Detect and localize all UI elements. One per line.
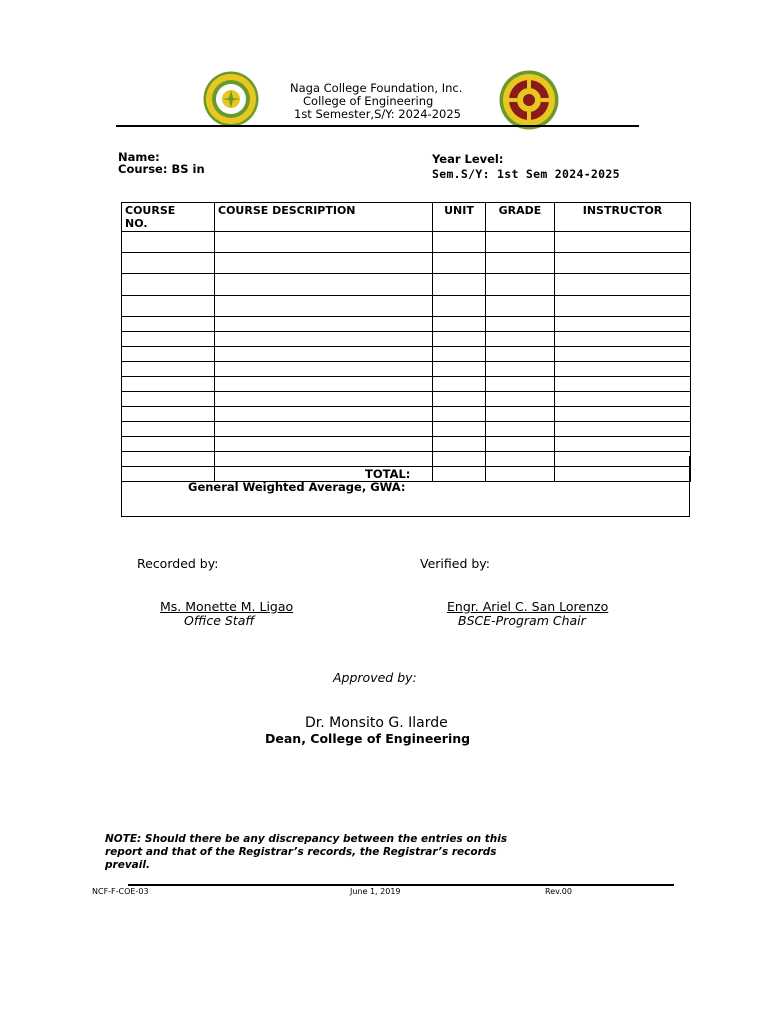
table-row xyxy=(122,253,691,274)
table-cell xyxy=(555,317,691,332)
table-cell xyxy=(122,232,215,253)
column-header: INSTRUCTOR xyxy=(555,203,691,232)
table-cell xyxy=(122,362,215,377)
table-cell xyxy=(122,392,215,407)
staff-title: Office Staff xyxy=(184,613,255,628)
table-cell xyxy=(555,437,691,452)
table-cell xyxy=(555,362,691,377)
table-row xyxy=(122,317,691,332)
chair-name: Engr. Ariel C. San Lorenzo xyxy=(447,599,609,614)
table-cell xyxy=(215,437,433,452)
name-label: Name: xyxy=(118,150,160,164)
form-revision: Rev.00 xyxy=(545,887,572,896)
table-cell xyxy=(555,232,691,253)
table-cell xyxy=(215,332,433,347)
table-cell xyxy=(555,274,691,296)
total-label: TOTAL: xyxy=(365,467,411,481)
table-cell xyxy=(122,422,215,437)
table-row xyxy=(122,296,691,317)
table-cell xyxy=(215,232,433,253)
table-cell xyxy=(122,332,215,347)
table-cell xyxy=(215,392,433,407)
form-code: NCF-F-COE-03 xyxy=(92,887,149,896)
table-cell xyxy=(215,362,433,377)
table-row xyxy=(122,392,691,407)
table-cell xyxy=(433,317,486,332)
table-cell xyxy=(433,253,486,274)
column-header: COURSE NO. xyxy=(122,203,215,232)
table-cell xyxy=(433,362,486,377)
year-level-label: Year Level: xyxy=(432,152,504,166)
table-cell xyxy=(486,253,555,274)
form-date: June 1, 2019 xyxy=(350,887,401,896)
table-cell xyxy=(433,274,486,296)
coe-seal-icon xyxy=(499,70,559,130)
discrepancy-note: NOTE: Should there be any discrepancy between the entries on this report and that of the Registrar’s records, the Registrar’s records prevail. xyxy=(105,833,508,871)
table-cell xyxy=(486,347,555,362)
table-cell xyxy=(433,392,486,407)
totals-box xyxy=(121,456,690,517)
table-cell xyxy=(555,347,691,362)
table-cell xyxy=(215,377,433,392)
table-cell xyxy=(215,296,433,317)
table-cell xyxy=(555,377,691,392)
ncf-seal-icon xyxy=(203,71,259,127)
approved-by-label: Approved by: xyxy=(333,670,417,685)
table-cell xyxy=(555,296,691,317)
table-cell xyxy=(122,317,215,332)
verified-by-label: Verified by: xyxy=(420,556,490,571)
column-header: GRADE xyxy=(486,203,555,232)
column-header: COURSE DESCRIPTION xyxy=(215,203,433,232)
table-cell xyxy=(486,274,555,296)
table-cell xyxy=(122,253,215,274)
table-row xyxy=(122,274,691,296)
table-row xyxy=(122,362,691,377)
table-cell xyxy=(215,253,433,274)
table-cell xyxy=(433,422,486,437)
table-cell xyxy=(433,347,486,362)
table-cell xyxy=(486,392,555,407)
table-row xyxy=(122,437,691,452)
staff-name: Ms. Monette M. Ligao xyxy=(160,599,294,614)
table-cell xyxy=(215,407,433,422)
table-cell xyxy=(486,317,555,332)
table-cell xyxy=(122,437,215,452)
table-cell xyxy=(433,332,486,347)
table-cell xyxy=(555,422,691,437)
footer-rule xyxy=(128,884,674,886)
table-row xyxy=(122,347,691,362)
table-cell xyxy=(122,347,215,362)
table-cell xyxy=(122,274,215,296)
table-cell xyxy=(486,332,555,347)
course-label: Course: BS in xyxy=(118,162,205,176)
org-name: Naga College Foundation, Inc. xyxy=(290,81,463,95)
column-header: UNIT xyxy=(433,203,486,232)
dean-name: Dr. Monsito G. Ilarde xyxy=(305,715,448,731)
table-cell xyxy=(486,232,555,253)
table-cell xyxy=(433,407,486,422)
table-cell xyxy=(122,377,215,392)
header-rule xyxy=(116,125,639,127)
table-header-row xyxy=(122,203,691,232)
college-name: College of Engineering xyxy=(303,94,434,108)
table-row xyxy=(122,377,691,392)
table-cell xyxy=(433,232,486,253)
table-row xyxy=(122,422,691,437)
table-cell xyxy=(215,347,433,362)
table-cell xyxy=(122,296,215,317)
dean-title: Dean, College of Engineering xyxy=(265,731,471,746)
table-row xyxy=(122,407,691,422)
table-cell xyxy=(486,422,555,437)
table-cell xyxy=(555,253,691,274)
table-row xyxy=(122,332,691,347)
table-cell xyxy=(486,437,555,452)
table-cell xyxy=(433,296,486,317)
table-cell xyxy=(555,407,691,422)
table-cell xyxy=(215,274,433,296)
table-cell xyxy=(486,407,555,422)
sem-sy-label: Sem.S/Y: 1st Sem 2024-2025 xyxy=(432,167,620,181)
table-cell xyxy=(433,377,486,392)
gwa-label: General Weighted Average, GWA: xyxy=(188,480,406,494)
table-cell xyxy=(555,392,691,407)
table-cell xyxy=(486,377,555,392)
table-cell xyxy=(486,296,555,317)
table-row xyxy=(122,232,691,253)
table-cell xyxy=(215,317,433,332)
semester-line: 1st Semester,S/Y: 2024-2025 xyxy=(294,107,461,121)
chair-title: BSCE-Program Chair xyxy=(458,613,586,628)
recorded-by-label: Recorded by: xyxy=(137,556,219,571)
table-cell xyxy=(215,422,433,437)
table-cell xyxy=(486,362,555,377)
table-cell xyxy=(433,437,486,452)
grades-table xyxy=(121,202,691,482)
table-cell xyxy=(555,332,691,347)
table-cell xyxy=(122,407,215,422)
